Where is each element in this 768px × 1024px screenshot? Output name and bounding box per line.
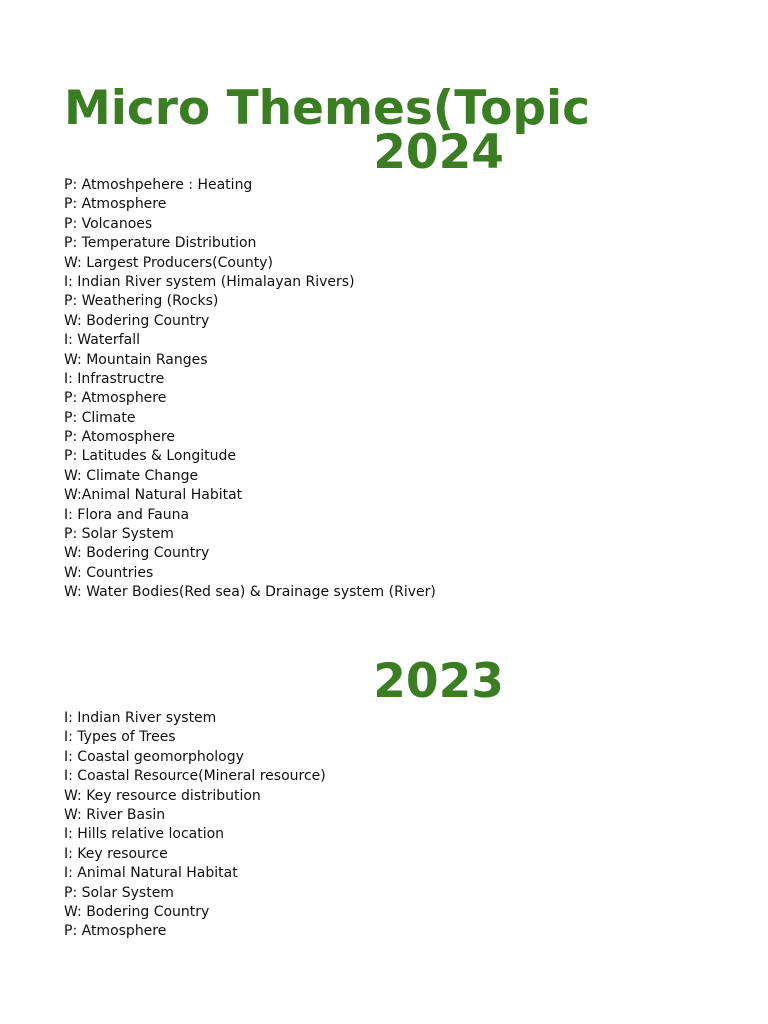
list-item: I: Indian River system: [64, 710, 217, 726]
list-item: W:Animal Natural Habitat: [64, 487, 243, 504]
list-item: P: Solar System: [64, 526, 174, 543]
list-item: P: Atmosphere: [64, 196, 167, 213]
list-item: W: Key resource distribution: [64, 787, 261, 804]
section-2023-heading-container: [64, 654, 504, 710]
topic-list-2023: [64, 709, 326, 942]
list-item: I: Flora and Fauna: [64, 506, 190, 523]
list-item: W: River Basin: [64, 806, 166, 823]
list-item: I: Hills relative location: [64, 826, 225, 843]
list-item: I: Waterfall: [64, 332, 140, 349]
list-item: W: Mountain Ranges: [64, 351, 208, 368]
list-item: W: Water Bodies(Red sea) & Drainage system (River): [64, 584, 436, 601]
list-item: W: Bodering Country: [64, 545, 210, 562]
list-item: P: Solar System: [64, 884, 174, 901]
list-item: P: Temperature Distribution: [64, 235, 257, 252]
list-item: W: Bodering Country: [64, 903, 210, 920]
section-2024-heading-container: [64, 125, 504, 180]
list-item: I: Types of Trees: [64, 729, 176, 746]
list-item: I: Infrastructre: [64, 370, 165, 387]
list-item: I: Animal Natural Habitat: [64, 865, 238, 882]
list-item: P: Climate: [64, 409, 136, 426]
list-item: P: Atomosphere: [64, 429, 175, 446]
section-year-heading-2023: 2023: [373, 654, 504, 709]
list-item: P: Atmoshpehere : Heating: [64, 177, 253, 193]
list-item: I: Key resource: [64, 845, 168, 862]
section-year-heading-2024: 2024: [373, 125, 504, 180]
list-item: I: Indian River system (Himalayan Rivers): [64, 273, 355, 290]
list-item: P: Atmosphere: [64, 390, 167, 407]
list-item: P: Atmosphere: [64, 923, 167, 940]
list-item: W: Largest Producers(County): [64, 254, 273, 271]
list-item: P: Volcanoes: [64, 215, 153, 232]
page-title: Micro Themes(Topic: [64, 81, 590, 136]
list-item: P: Latitudes & Longitude: [64, 448, 236, 465]
list-item: P: Weathering (Rocks): [64, 293, 219, 310]
list-item: I: Coastal geomorphology: [64, 748, 244, 765]
topic-list-2024: [64, 176, 436, 603]
list-item: W: Climate Change: [64, 467, 199, 484]
list-item: W: Countries: [64, 564, 154, 581]
list-item: W: Bodering Country: [64, 312, 210, 329]
list-item: I: Coastal Resource(Mineral resource): [64, 768, 326, 785]
